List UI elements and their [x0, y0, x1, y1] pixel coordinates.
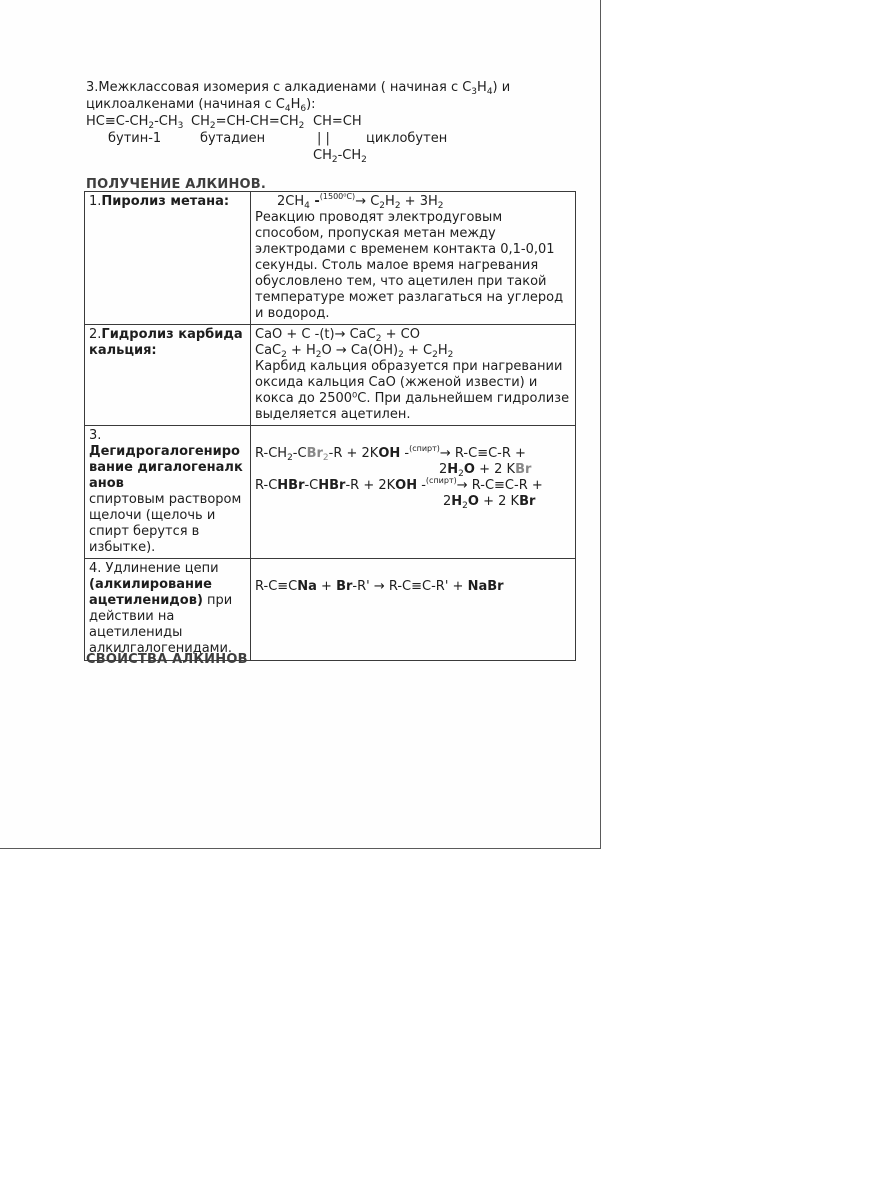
method-subtitle: спиртовым раствором щелочи (щелочь и спирт берутся в избытке).: [89, 492, 242, 555]
butadiene-formula: $CH_2=CH-CH=CH_2$: [191, 114, 305, 131]
equation: $2H_2O + 2$ KBr: [443, 494, 536, 511]
cyclobutene-top: CH=CH: [313, 114, 362, 129]
cyclobutene-bars: | |: [317, 131, 330, 146]
equation: $CaC_2 + H_2O \to Ca(OH)_2 + C_2H_2$: [255, 343, 454, 360]
cyclobutene-name: циклобутен: [366, 131, 448, 146]
method-detail-cell: [251, 426, 576, 559]
method-description: Реакцию проводят электродуговым способом, пропуская метан между электродами с временем контакта 0,1-0,01 секунды. Столь малое время нагревания обусловлено тем, что ацетилен при такой температуре может разлагаться на углерод и водород.: [255, 210, 564, 321]
equation: CaO + C -(t)→ CaC$_2$ + CO: [255, 327, 420, 344]
table-row: [85, 192, 576, 325]
equation: $2CH_4$ $-^{(1500^0C)}\to C_2H_2 + 3H_2$: [277, 192, 444, 211]
equation: $R-CH_2-CBr_2-R + 2KOH$ -$^{(спирт)}$→ R-C≡C-R +: [255, 444, 526, 463]
method-description: Карбид кальция образуется при нагревании оксида кальция CaO (жженой извести) и кокса до 2500⁰C. При дальнейшем гидролизе выделяется ацетилен.: [255, 359, 570, 422]
isomerism-line-2: циклоалкенами (начиная с $C_4H_6$):: [86, 97, 316, 114]
method-title: Дегидрогалогенирование дигалогеналканов: [89, 444, 243, 491]
equation: $2H_2O + 2$ KBr: [439, 462, 532, 479]
equation: R-C≡CNa + Br-R' → R-C≡C-R' + NaBr: [255, 579, 504, 594]
method-name-cell: [85, 426, 251, 559]
butadiene-name: бутадиен: [200, 131, 266, 146]
scanned-page: [0, 0, 601, 849]
method-number: 3.: [89, 428, 102, 443]
equation: R-CHBr-CHBr-R + 2KOH -$^{(спирт)}$→ R-C≡C-R +: [255, 476, 543, 493]
method-name-cell: 2.Гидролиз карбида кальция:: [85, 325, 251, 426]
table-row: [85, 325, 576, 426]
butyne-name: бутин-1: [108, 131, 162, 146]
isomerism-line-1: 3.Межклассовая изомерия с алкадиенами ( начиная с $C_3H_4$) и: [86, 80, 511, 97]
method-detail-cell: [251, 325, 576, 426]
method-name-cell: 1.Пиролиз метана:: [85, 192, 251, 325]
table-row: [85, 559, 576, 661]
section-heading-obtaining: ПОЛУЧЕНИЕ АЛКИНОВ.: [86, 177, 267, 192]
cyclobutene-bottom: $CH_2-CH_2$: [313, 148, 367, 165]
section-heading-properties: СВОЙСТВА АЛКИНОВ: [86, 652, 248, 667]
methods-table: [84, 191, 576, 661]
method-name-cell: 4. Удлинение цепи (алкилирование ацетиленидов) при действии на ацетилениды алкилгалогенидами.: [85, 559, 251, 661]
method-detail-cell: [251, 559, 576, 661]
butyne-formula: $HC\equiv C-CH_2-CH_3$: [86, 114, 184, 131]
table-row: [85, 426, 576, 559]
method-detail-cell: [251, 192, 576, 325]
